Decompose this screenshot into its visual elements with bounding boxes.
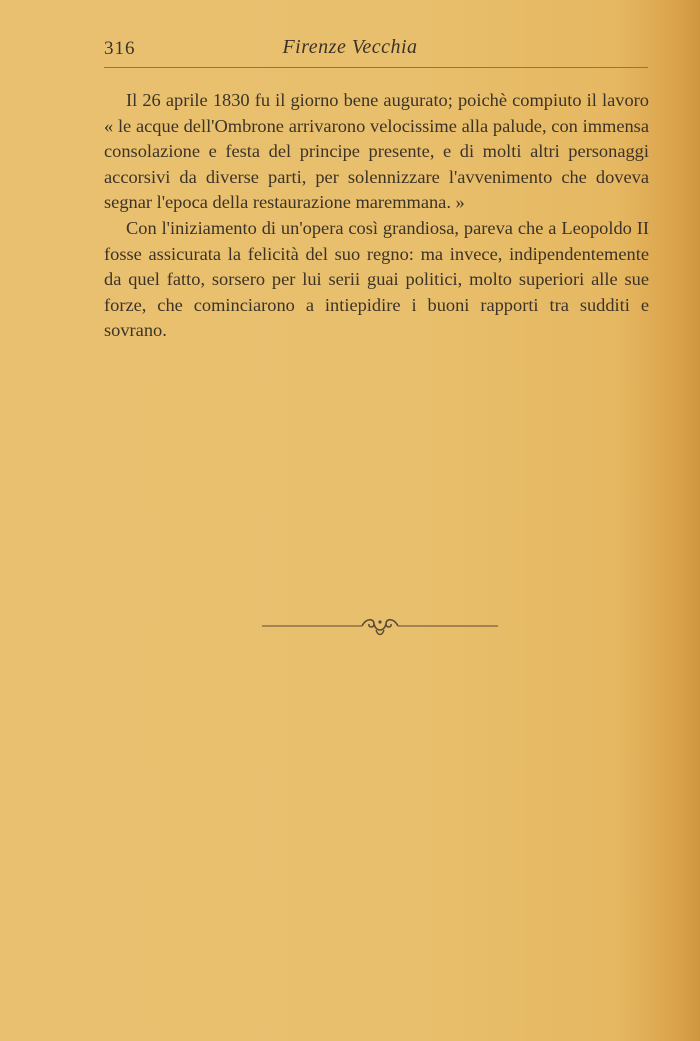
running-title: Firenze Vecchia [282, 36, 418, 58]
header-rule [104, 67, 648, 68]
body-text [104, 88, 649, 344]
paragraph-1: Il 26 aprile 1830 fu il giorno bene augurato; poichè compiuto il lavoro « le acque dell'Ombrone arrivarono velocissime alla palude, con immensa consolazione e festa del principe presente, e di molti altri personaggi accorsivi da diverse parti, per solennizzare l'avvenimento che doveva segnar l'epoca della restaurazione maremmana. » [104, 90, 649, 213]
paragraph-2: Con l'iniziamento di un'opera così grandiosa, pareva che a Leopoldo II fosse assicurata la felicità del suo regno: ma invece, indipendentemente da quel fatto, sorsero per lui serii guai politici, molto superiori alle sue forze, che cominciarono a intiepidire i buoni rapporti tra sudditi e sovrano. [104, 217, 649, 341]
page-number: 316 [104, 38, 136, 59]
tailpiece-flourish-icon [262, 612, 498, 640]
